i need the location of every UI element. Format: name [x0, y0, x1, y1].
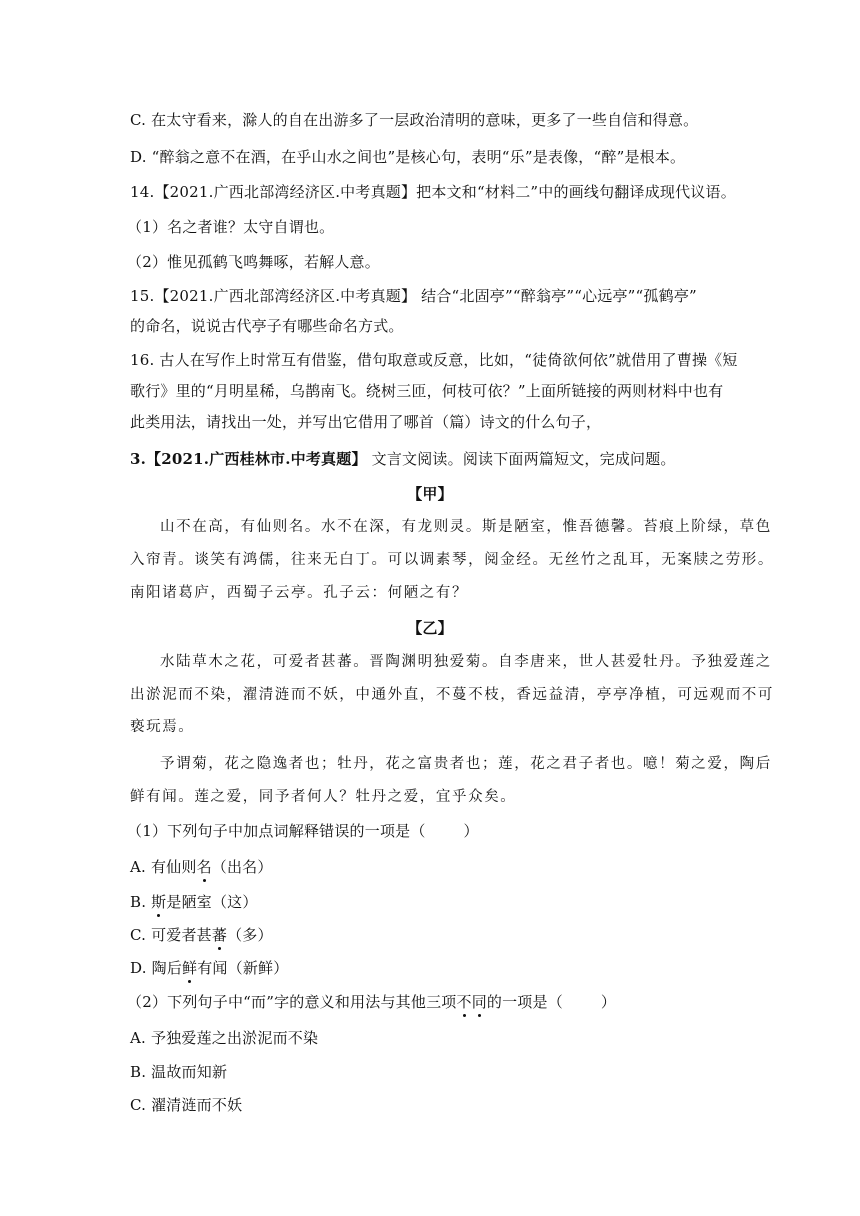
sub-question-1-text: （1）下列句子中加点词解释错误的一项是（	[127, 822, 426, 840]
dotted-word: 名	[196, 858, 212, 876]
option-text: A. 有仙则	[130, 858, 197, 876]
dotted-word: 鲜	[182, 959, 198, 977]
question-16-line-1: 16. 古人在写作上时常互有借鉴，借句取意或反意，比如，“徒倚欲何依”就借用了曹操《短	[130, 351, 738, 369]
question-15-line-1: 15.【2021.广西北部湾经济区.中考真题】 结合“北固亭”“醉翁亭”“心远亭”“孤鹤亭”	[130, 287, 697, 305]
option-c-text: C. 在太守看来，滁人的自在出游多了一层政治清明的意味，更多了一些自信和得意。	[130, 111, 699, 129]
option-text: C. 可爱者甚	[130, 926, 212, 944]
option-text: 是陋室（这）	[166, 893, 258, 911]
sub-question-2-text: （2）下列句子中“而”字的意义和用法与其他三项	[127, 993, 457, 1011]
passage-yi-line-5: 鲜有闻。莲之爱，同予者何人？牡丹之爱，宜乎众矣。	[130, 789, 517, 805]
passage-jia-line-2: 入帘青。谈笑有鸿儒，往来无白丁。可以调素琴，阅金经。无丝竹之乱耳，无案牍之劳形。	[130, 552, 774, 568]
dotted-word: 斯	[151, 893, 167, 911]
passage-yi-line-3: 亵玩焉。	[130, 719, 195, 735]
option-text: B.	[130, 893, 152, 911]
dotted-word: 蕃	[211, 926, 228, 944]
question-14: 14.【2021.广西北部湾经济区.中考真题】把本文和“材料二”中的画线句翻译成现代议语。	[130, 183, 736, 201]
sub-question-1-option-a	[130, 856, 273, 878]
sub-question-1-option-c	[130, 924, 273, 946]
option-text: 有闻（新鲜）	[197, 959, 289, 977]
passage-jia-title: 【甲】	[407, 485, 453, 503]
sub-question-2	[127, 991, 616, 1013]
sub-question-2-close: ）	[600, 993, 617, 1011]
question-3-heading	[130, 448, 676, 470]
sub-question-1-close: ）	[463, 822, 479, 840]
question-15-line-2: 的命名，说说古代亭子有哪些命名方式。	[130, 317, 404, 335]
passage-jia-line-1: 山不在高，有仙则名。水不在深，有龙则灵。斯是陋室，惟吾德馨。苔痕上阶绿，草色	[160, 519, 772, 535]
passage-yi-title: 【乙】	[407, 619, 453, 637]
question-16-line-2: 歌行》里的“月明星稀，乌鹊南飞。绕树三匝，何枝可依？”上面所链接的两则材料中也有	[130, 382, 724, 400]
dotted-word: 不	[456, 993, 472, 1011]
question-3-instruction: 文言文阅读。阅读下面两篇短文，完成问题。	[366, 450, 676, 468]
dotted-word: 同	[471, 993, 487, 1011]
sub-question-2-text-end: 的一项是（	[486, 993, 563, 1011]
sub-question-1	[127, 820, 479, 842]
question-14-item-1: （1）名之者谁？太守自谓也。	[127, 218, 335, 236]
sub-question-2-option-b: B. 温故而知新	[130, 1063, 228, 1081]
sub-question-2-option-a: A. 予独爱莲之出淤泥而不染	[130, 1029, 319, 1047]
question-16-line-3: 此类用法，请找出一处，并写出它借用了哪首（篇）诗文的什么句子，	[130, 413, 602, 431]
passage-yi-line-1: 水陆草木之花，可爱者甚蕃。晋陶渊明独爱菊。自李唐来，世人甚爱牡丹。予独爱莲之	[160, 654, 772, 670]
passage-yi-line-2: 出淤泥而不染，濯清涟而不妖，中通外直，不蔓不枝，香远益清，亭亭净植，可远观而不可	[130, 687, 774, 703]
question-14-item-2: （2）惟见孤鹤飞鸣舞啄，若解人意。	[127, 253, 380, 271]
passage-yi-line-4: 予谓菊，花之隐逸者也；牡丹，花之富贵者也；莲，花之君子者也。噫！菊之爱，陶后	[160, 756, 772, 772]
option-text: （多）	[227, 926, 273, 944]
sub-question-2-option-c: C. 濯清涟而不妖	[130, 1096, 243, 1114]
passage-jia-line-3: 南阳诸葛庐，西蜀子云亭。孔子云：何陋之有？	[130, 585, 469, 601]
sub-question-1-option-b	[130, 891, 258, 913]
question-3-source: 3.【2021.广西桂林市.中考真题】	[130, 450, 367, 468]
option-d-text: D. “醉翁之意不在酒，在乎山水之间也”是核心句，表明“乐”是表像，“醉”是根本。	[130, 148, 686, 166]
option-text: （出名）	[211, 858, 273, 876]
sub-question-1-option-d	[130, 957, 288, 979]
option-text: D. 陶后	[130, 959, 183, 977]
